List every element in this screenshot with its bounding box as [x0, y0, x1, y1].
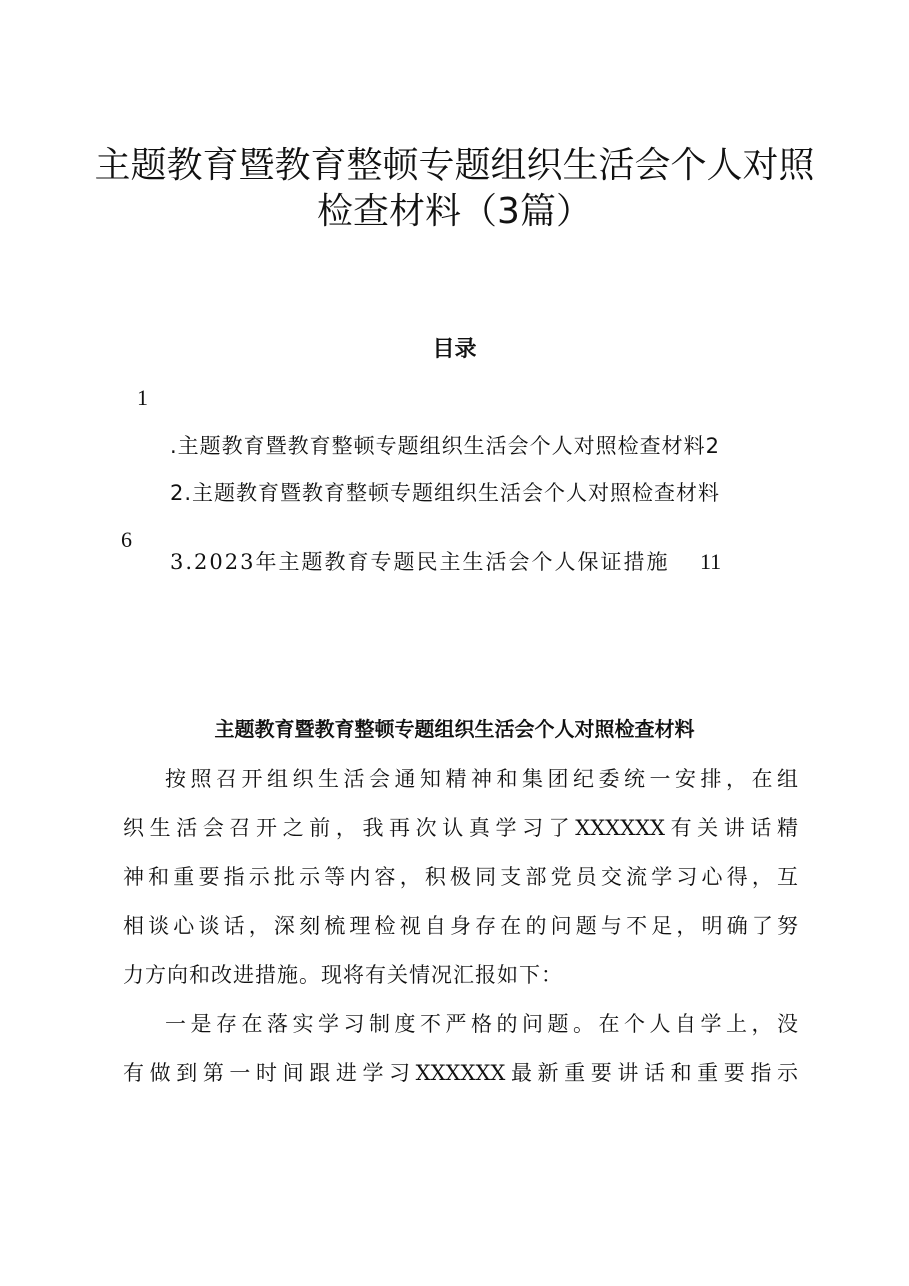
toc-heading: 目录: [432, 336, 477, 362]
toc-stray-number: 1: [137, 385, 148, 410]
toc-item-3[interactable]: 3.2023年主题教育专题民主生活会个人保证措施: [170, 550, 670, 574]
document-title-line-2: 检查材料（3篇）: [317, 191, 592, 232]
paragraph-line: 一是存在落实学习制度不严格的问题。在个人自学上，没: [165, 1012, 798, 1036]
paragraph-line: 神和重要指示批示等内容，积极同支部党员交流学习心得，互: [123, 865, 798, 889]
toc-item-3-page: 11: [700, 549, 722, 574]
toc-item-2-page: 6: [121, 527, 132, 552]
paragraph-line: 有做到第一时间跟进学习XXXXXX最新重要讲话和重要指示: [123, 1061, 798, 1085]
document-title-line-1: 主题教育暨教育整顿专题组织生活会个人对照: [94, 145, 815, 186]
paragraph-line: 力方向和改进措施。现将有关情况汇报如下：: [123, 963, 563, 987]
toc-item-2[interactable]: 2.主题教育暨教育整顿专题组织生活会个人对照检查材料: [170, 481, 721, 505]
paragraph-line: 织生活会召开之前，我再次认真学习了XXXXXX有关讲话精: [123, 816, 798, 840]
paragraph-line: 按照召开组织生活会通知精神和集团纪委统一安排，在组: [165, 767, 798, 791]
section-title: 主题教育暨教育整顿专题组织生活会个人对照检查材料: [214, 717, 695, 741]
paragraph-line: 相谈心谈话，深刻梳理检视自身存在的问题与不足，明确了努: [123, 914, 798, 938]
toc-item-1[interactable]: .主题教育暨教育整顿专题组织生活会个人对照检查材料2: [170, 434, 721, 458]
